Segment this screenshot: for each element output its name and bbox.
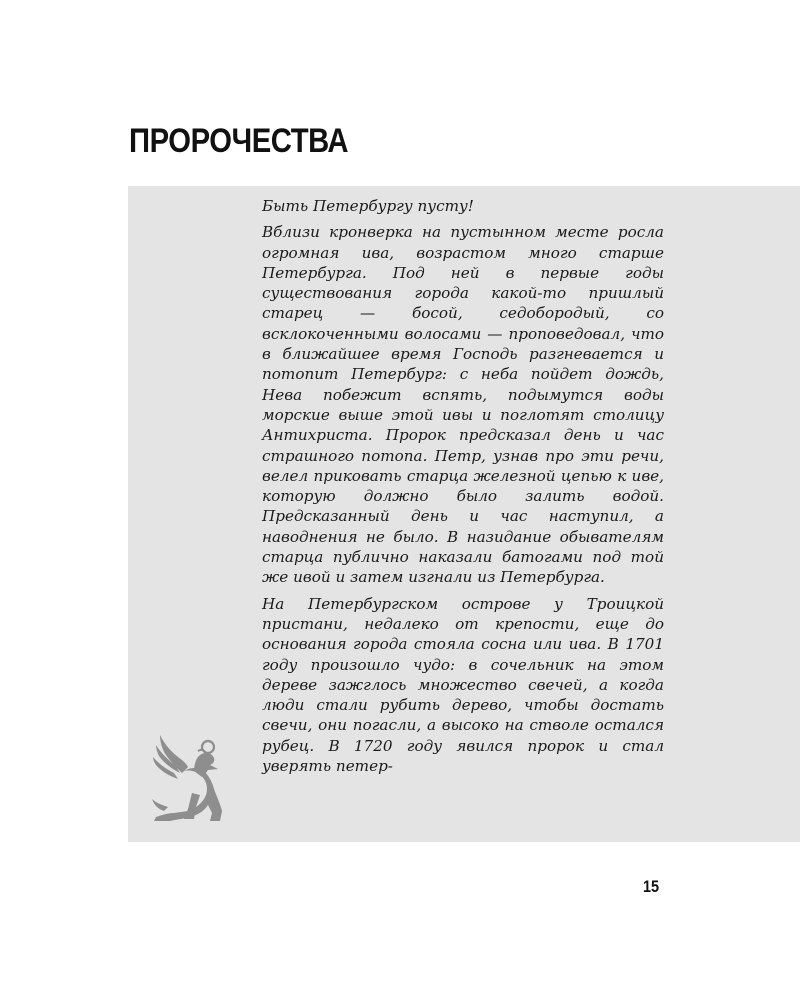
paragraph: На Петербургском острове у Троицкой пристани, недалеко от крепости, еще до основания города стояла сосна или ива. В 1701 году произошло чудо: в сочельник на этом дереве зажглось множество свечей, а когда люди стали рубить дерево, чтобы достать свечи, они погасли, а высоко на стволе остался рубец. В 1720 году явился пророк и стал уверять петер-: [262, 594, 664, 776]
page-number: 15: [643, 877, 660, 896]
chapter-title: ПРОРОЧЕСТВА: [129, 122, 349, 160]
text-block: [262, 196, 664, 782]
paragraph: Вблизи кронверка на пустынном месте росла огромная ива, возрастом много старше Петербурга. Под ней в первые годы существования города какой-то пришлый старец — босой, седобородый, со всклокоченными волосами — проповедовал, что в ближайшее время Господь разгневается и потопит Петербург: с неба пойдет дождь, Нева побежит вспять, подымутся воды морские выше этой ивы и поглотят столицу Антихриста. Пророк предсказал день и час страшного потопа. Петр, узнав про эти речи, велел приковать старца железной цепью к иве, которую должно было залить водой. Предсказанный день и час наступил, а наводнения не было. В назидание обывателям старца публично наказали батогами под той же ивой и затем изгнали из Петербурга.: [262, 223, 664, 587]
epigraph: Быть Петербургу пусту!: [262, 197, 474, 215]
griffin-icon: [148, 733, 230, 823]
